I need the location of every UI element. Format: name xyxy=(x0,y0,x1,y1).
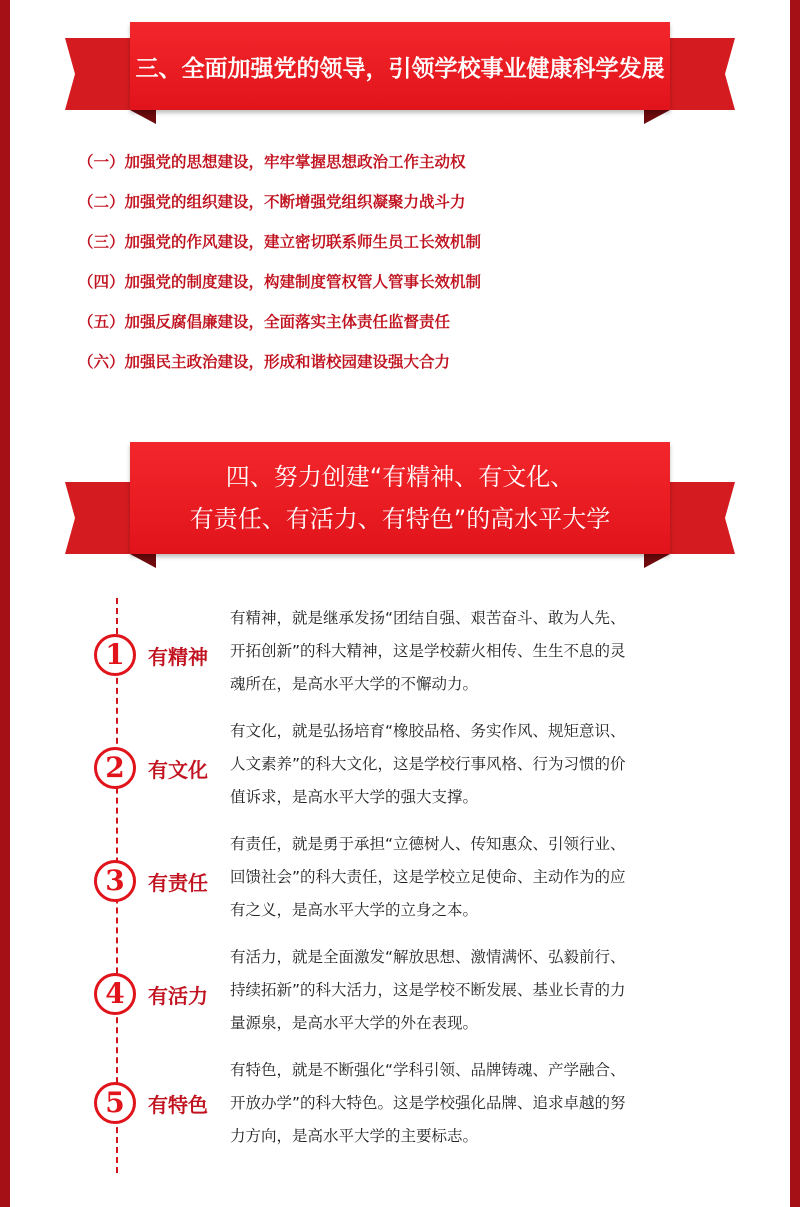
section3-heading-text: 三、全面加强党的领导，引领学校事业健康科学发展 xyxy=(135,55,665,82)
list-item: （六）加强民主政治建设，形成和谐校园建设强大合力 xyxy=(78,352,451,371)
list-item: （四）加强党的制度建设，构建制度管权管人管事长效机制 xyxy=(78,272,482,291)
number-circle: 5 xyxy=(94,1082,136,1124)
banner-fold-left xyxy=(130,554,156,568)
desc-line: 开拓创新”的科大精神，这是学校薪火相传、生生不息的灵 xyxy=(230,642,626,660)
list-item: （二）加强党的组织建设，不断增强党组织凝聚力战斗力 xyxy=(78,192,466,211)
number-circle: 3 xyxy=(94,860,136,902)
desc-line: 值诉求，是高水平大学的强大支撑。 xyxy=(230,788,479,806)
list-item: （三）加强党的作风建设，建立密切联系师生员工长效机制 xyxy=(78,232,482,251)
section4-heading-line1: 四、努力创建“有精神、有文化、 xyxy=(225,463,575,491)
list-item: （五）加强反腐倡廉建设，全面落实主体责任监督责任 xyxy=(78,312,451,331)
list-item: （一）加强党的思想建设，牢牢掌握思想政治工作主动权 xyxy=(78,152,466,171)
desc-line: 有特色，就是不断强化“学科引领、品牌铸魂、产学融合、 xyxy=(230,1061,626,1079)
section3-heading xyxy=(130,22,670,110)
desc-line: 量源泉，是高水平大学的外在表现。 xyxy=(230,1014,479,1032)
entry-title: 有文化 xyxy=(148,758,208,782)
desc-line: 有活力，就是全面激发“解放思想、激情满怀、弘毅前行、 xyxy=(230,948,626,966)
entry-description xyxy=(230,941,705,1040)
section4-heading-line2: 有责任、有活力、有特色”的高水平大学 xyxy=(189,505,611,533)
desc-line: 有文化，就是弘扬培育“橡胶品格、务实作风、规矩意识、 xyxy=(230,722,626,740)
entry-description xyxy=(230,602,705,701)
desc-line: 持续拓新”的科大活力，这是学校不断发展、基业长青的力 xyxy=(230,981,626,999)
left-border-bar xyxy=(0,0,10,1207)
entry-title: 有活力 xyxy=(148,984,208,1008)
desc-line: 力方向，是高水平大学的主要标志。 xyxy=(230,1127,479,1145)
number-circle: 2 xyxy=(94,747,136,789)
entry-description xyxy=(230,828,705,927)
entry-title: 有精神 xyxy=(148,645,208,669)
desc-line: 人文素养”的科大文化，这是学校行事风格、行为习惯的价 xyxy=(230,755,626,773)
banner-fold-right xyxy=(644,110,670,124)
desc-line: 有责任，就是勇于承担“立德树人、传知惠众、引领行业、 xyxy=(230,835,626,853)
number-circle: 1 xyxy=(94,634,136,676)
entry-title: 有责任 xyxy=(148,871,208,895)
entry-title: 有特色 xyxy=(148,1093,208,1117)
desc-line: 有精神，就是继承发扬“团结自强、艰苦奋斗、敢为人先、 xyxy=(230,609,626,627)
banner-fold-right xyxy=(644,554,670,568)
right-border-bar xyxy=(790,0,800,1207)
section4-banner xyxy=(0,442,800,567)
entry-description xyxy=(230,1054,705,1153)
section3-banner xyxy=(0,22,800,122)
desc-line: 魂所在，是高水平大学的不懈动力。 xyxy=(230,675,479,693)
desc-line: 有之义，是高水平大学的立身之本。 xyxy=(230,901,479,919)
section3-list xyxy=(78,150,481,390)
banner-fold-left xyxy=(130,110,156,124)
number-circle: 4 xyxy=(94,973,136,1015)
desc-line: 开放办学”的科大特色。这是学校强化品牌、追求卓越的努 xyxy=(230,1094,626,1112)
desc-line: 回馈社会”的科大责任，这是学校立足使命、主动作为的应 xyxy=(230,868,626,886)
entry-description xyxy=(230,715,705,814)
section4-heading xyxy=(130,442,670,554)
